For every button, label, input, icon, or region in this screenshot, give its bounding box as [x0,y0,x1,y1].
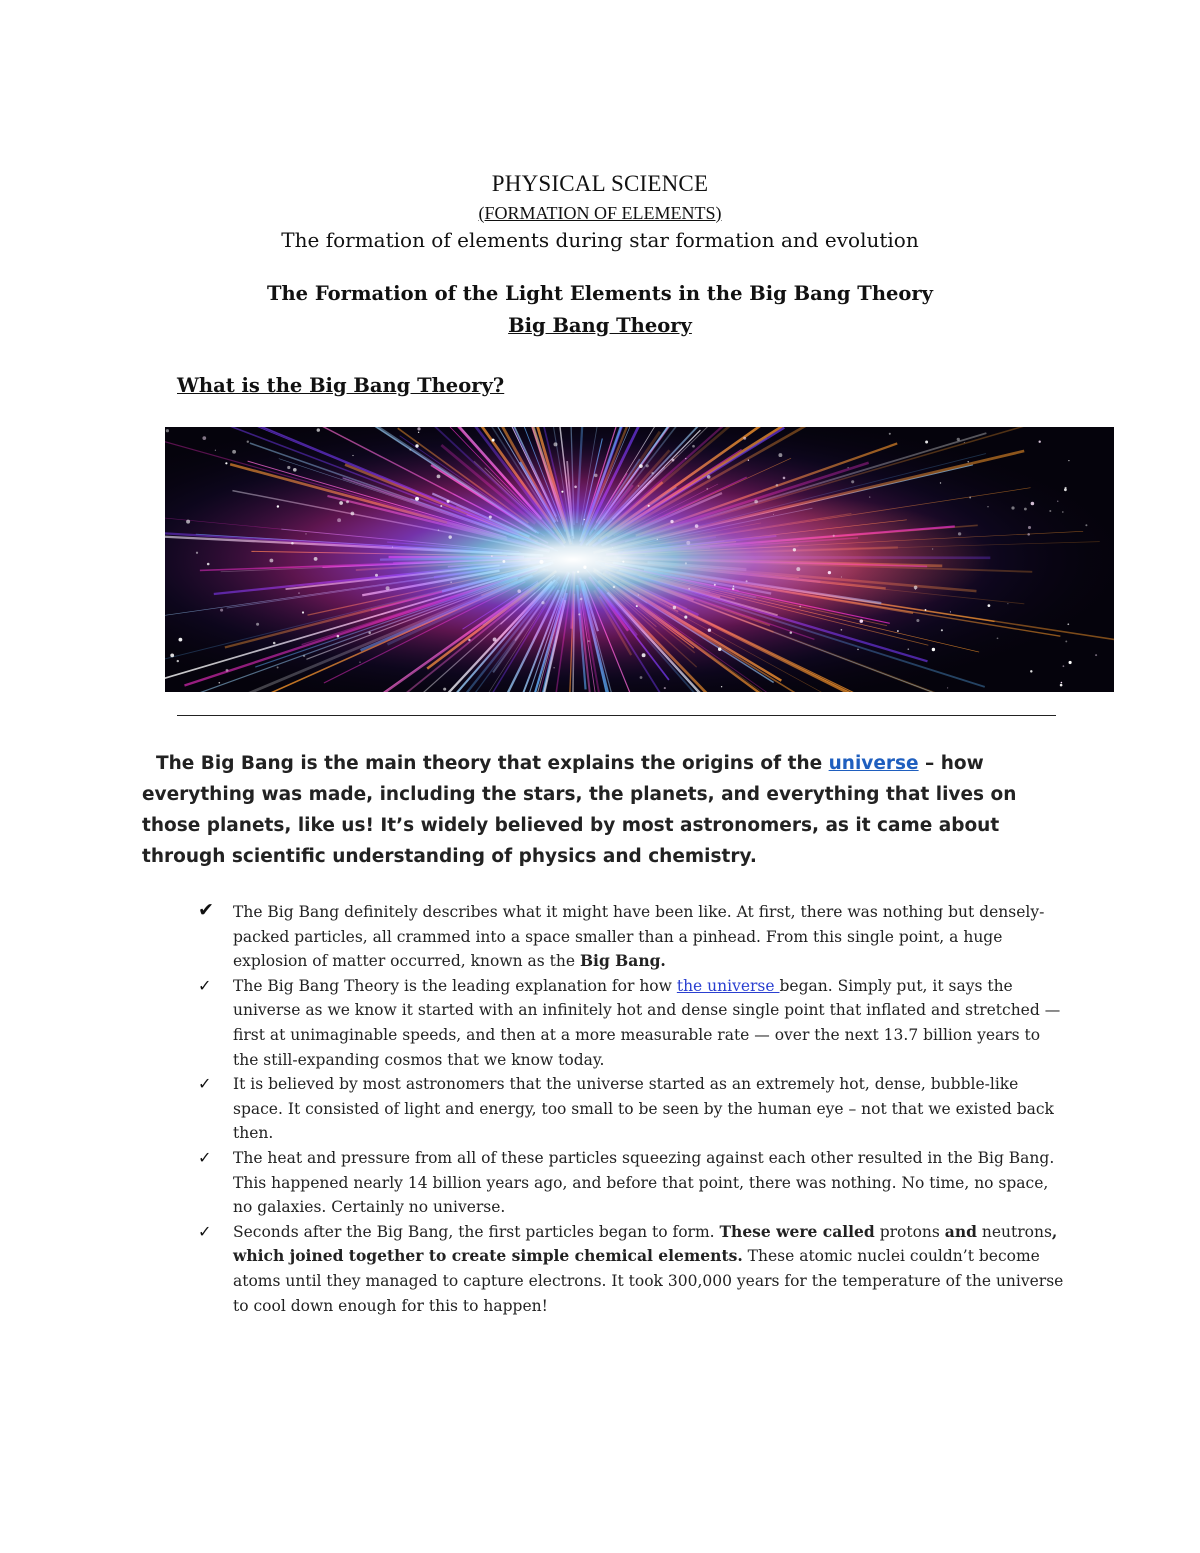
bullet-text: began. Simply put, it says the universe as we know it started with an infinitely hot and dense single point that inflated and stretched — first at unimaginable speeds, and then at a more measurable rate — over the next 13.7 billion years to the still-expanding cosmos that we know today. [233,976,1061,1069]
star [1068,460,1069,461]
check-icon: ✓ [198,1221,212,1241]
section-subheading: Big Bang Theory [508,314,692,337]
star [561,491,563,493]
star [1069,661,1072,664]
star [489,515,492,518]
star [841,576,842,577]
question-heading: What is the Big Bang Theory? [177,374,505,397]
section-heading: The Formation of the Light Elements in the Big Bang Theory [266,282,934,305]
bullet-text: The Big Bang Theory is the leading explanation for how [233,976,677,995]
star [685,458,686,459]
star [925,441,928,444]
star [517,589,521,593]
bullet-bold: and [944,1221,977,1241]
star [386,586,390,590]
star [352,455,353,456]
star [796,567,800,571]
bullet-text: Seconds after the Big Bang, the first particles began to form. [233,1222,720,1241]
star [932,548,933,549]
star [232,450,236,454]
star [409,449,411,451]
star [743,437,746,440]
star [622,561,624,563]
star [303,655,305,657]
star [869,496,870,497]
star [179,638,183,642]
star [220,609,223,612]
star [1060,684,1063,687]
star [226,669,229,672]
star [695,524,699,528]
star [317,428,320,431]
star [368,631,371,634]
star [451,582,452,583]
star [773,514,774,515]
star [664,687,666,689]
star [670,520,673,523]
star [947,687,948,688]
star [256,623,259,626]
star [1057,501,1058,502]
star [541,601,544,604]
star [415,497,419,501]
star [392,547,393,548]
star [339,501,343,505]
star [337,635,340,638]
star [746,580,748,582]
star [778,453,782,457]
star [588,640,590,642]
star [574,486,577,489]
star [847,467,848,468]
star [932,648,935,651]
star [914,586,918,590]
document-tagline: The formation of elements during star formation and evolution [281,228,919,252]
star [490,519,491,520]
star [706,488,708,490]
star [448,535,451,538]
star [493,638,497,642]
star [793,548,796,551]
star [733,586,734,587]
star [351,512,355,516]
check-icon: ✓ [198,1074,212,1094]
star [440,505,442,507]
star [638,485,640,487]
star [287,466,290,469]
star [1065,487,1067,489]
intro-paragraph [142,748,1077,872]
star [1030,670,1032,672]
document-title: PHYSICAL SCIENCE [491,171,709,196]
star [708,629,711,632]
big-bang-explosion-image [165,427,1114,692]
bullet-text: neutrons [976,1222,1052,1241]
star [851,480,854,483]
star [314,557,318,561]
star [277,505,279,507]
star [860,619,864,623]
horizontal-rule [177,715,1056,716]
star [580,598,583,601]
star [688,588,690,590]
check-icon: ✓ [198,975,212,995]
star [298,592,300,594]
star [828,571,831,574]
star [502,560,505,563]
star [584,519,586,521]
star [754,500,758,504]
star [359,662,360,663]
star [468,639,470,641]
star [841,629,843,631]
star [594,474,598,478]
star [273,642,276,645]
star [969,497,971,499]
bullet-text: protons [874,1222,945,1241]
the-universe-link[interactable]: the universe [676,976,780,995]
bullet-text: These atomic nuclei couldn’t become atoms until they managed to capture electrons. It took 300,000 years for the temperature of the universe to cool down enough for this to happen! [233,1247,1064,1315]
star [684,616,687,619]
star [305,533,306,534]
star [437,474,441,478]
star [269,559,273,563]
star [293,468,297,472]
star [967,461,968,462]
star [277,667,279,669]
star [799,606,801,608]
star [776,484,779,487]
star [1085,524,1087,526]
star [958,532,961,535]
star [857,649,859,651]
bullet-text: The heat and pressure from all of these particles squeezing against each other resulted in the Big Bang. This happened nearly 14 billion years ago, and before that point, there was nothing. No time, no space, no galaxies. Certainly no universe. [233,1148,1055,1217]
star [346,500,349,503]
star [941,629,943,631]
star [686,541,690,545]
bullet-list [198,900,1068,1318]
document-subtitle: (FORMATION OF ELEMENTS) [478,203,722,223]
star [577,571,579,573]
star [988,604,991,607]
heavy-check-icon: ✔ [198,899,214,921]
list-item [198,1220,1068,1318]
star [685,562,687,564]
star [639,464,643,468]
star [1011,506,1014,509]
intro-text-2: – how everything was made, including the stars, the planets, and everything that lives on those planets, like us! It’s widely believed by most astronomers, as it came about through scientific understanding of physics and chemistry. [142,753,1017,867]
star [657,539,658,540]
star [908,648,910,650]
star [783,477,786,480]
star [940,482,941,483]
star [1049,510,1051,512]
star [732,588,734,590]
star [721,686,722,687]
star [718,648,721,651]
star [636,605,638,607]
star [1028,526,1031,529]
star [1024,508,1027,511]
bullet-bold: These were called [719,1221,875,1241]
star [202,436,206,440]
star [554,442,558,446]
star [1065,640,1067,642]
star [950,611,951,612]
star [997,637,999,639]
list-item [198,974,1068,1072]
star [640,676,643,679]
star [790,631,793,634]
star [1062,511,1064,513]
star [833,535,835,537]
star [375,574,378,577]
star [612,547,613,548]
star [707,475,711,479]
star [186,520,190,524]
bullet-bold: , which joined together to create simple chemical elements. [233,1221,1058,1266]
star [583,566,586,569]
star [225,462,227,464]
star [692,445,695,448]
star [443,688,446,691]
star [925,609,927,611]
star [492,439,495,442]
star [672,459,675,462]
star [916,619,919,622]
star [540,560,544,564]
star [748,460,749,461]
star [651,472,653,474]
bullet-bold: Big Bang. [579,951,666,971]
star [1095,654,1097,656]
star [889,433,891,435]
star [170,653,174,657]
star [964,442,965,443]
star [166,429,169,432]
star [646,464,649,467]
intro-text-1: The Big Bang is the main theory that explains the origins of the [156,753,829,774]
star [207,563,210,566]
star [648,505,650,507]
star [714,584,716,586]
star [291,542,294,545]
star [177,660,179,662]
star [553,667,554,668]
star [417,427,420,430]
star [1031,502,1035,506]
star [447,500,450,503]
star [613,586,616,589]
star [638,595,639,596]
star [642,653,646,657]
star [196,552,198,554]
star [957,438,960,441]
star [1007,603,1008,604]
star [491,555,493,557]
star [415,444,418,447]
star [302,611,304,613]
universe-link[interactable]: universe [828,753,919,774]
star [247,441,249,443]
star [578,613,580,615]
bullet-text: The Big Bang definitely describes what it might have been like. At first, there was nothing but densely-packed particles, all crammed into a space smaller than a pinhead. From this single point, a huge explosion of matter occurred, known as the [233,903,1045,971]
star [215,450,216,451]
star [987,506,988,507]
bullet-text: It is believed by most astronomers that the universe started as an extremely hot, dense, bubble-like space. It consisted of light and energy, too small to be seen by the human eye – not that we existed back then. [233,1075,1054,1143]
star [418,432,419,433]
star [1067,623,1069,625]
star [1061,682,1063,684]
star [1039,441,1041,443]
star [897,630,899,632]
star [673,606,676,609]
check-icon: ✓ [198,1147,212,1167]
star [1027,533,1030,536]
star [337,518,341,522]
list-item [198,1146,1068,1220]
list-item [198,1072,1068,1146]
star [1063,665,1065,667]
star [219,682,221,684]
star [438,529,440,531]
list-item [198,900,1068,974]
